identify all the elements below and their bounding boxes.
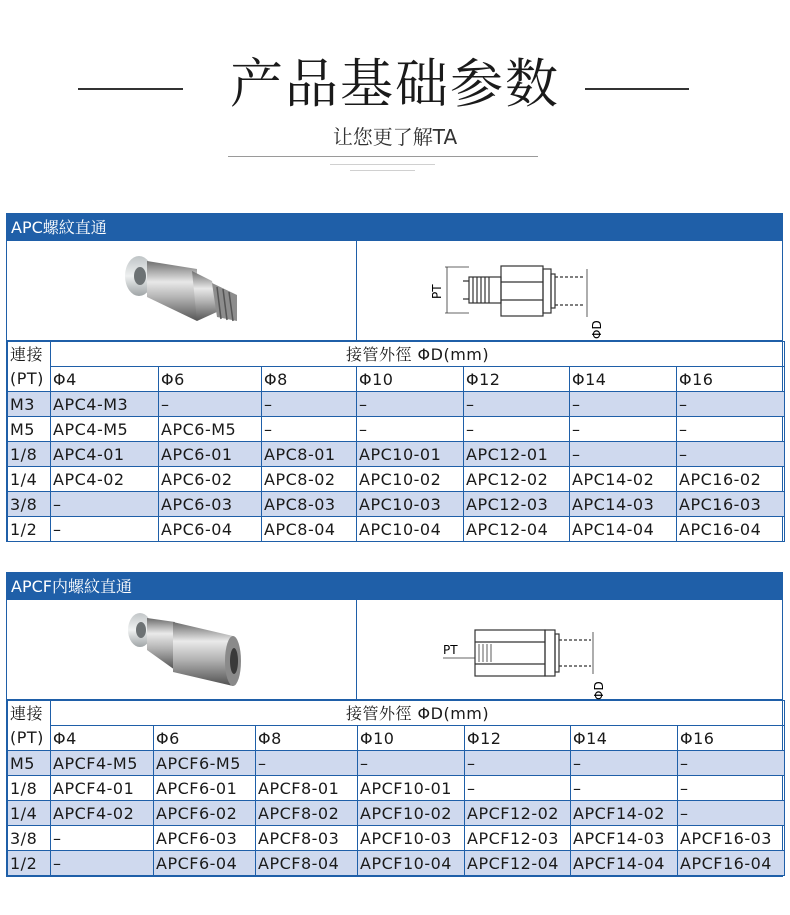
model-cell: APC12-01 — [464, 442, 570, 467]
column-header: Φ16 — [678, 726, 785, 751]
pt-size-cell: 1/8 — [8, 776, 51, 801]
model-cell: – — [571, 751, 678, 776]
model-cell: APCF10-01 — [358, 776, 465, 801]
model-cell: – — [256, 751, 358, 776]
model-cell: APC4-01 — [51, 442, 159, 467]
model-cell: – — [678, 776, 785, 801]
model-cell: APC16-04 — [677, 517, 785, 542]
model-cell: APCF10-02 — [358, 801, 465, 826]
model-cell: – — [357, 392, 464, 417]
male-fitting-drawing — [357, 241, 783, 341]
table-row — [8, 751, 785, 776]
model-cell: – — [678, 751, 785, 776]
model-cell: – — [678, 801, 785, 826]
table-row — [8, 801, 785, 826]
model-cell: APCF4-01 — [51, 776, 154, 801]
model-cell: – — [464, 417, 570, 442]
model-cell: – — [677, 417, 785, 442]
product-image-row — [7, 241, 782, 341]
model-cell: APC6-03 — [159, 492, 262, 517]
model-cell: APCF8-02 — [256, 801, 358, 826]
column-header: Φ6 — [159, 367, 262, 392]
column-header: Φ4 — [51, 367, 159, 392]
model-cell: – — [159, 392, 262, 417]
model-cell: APCF16-04 — [678, 851, 785, 876]
column-header: Φ8 — [256, 726, 358, 751]
dimension-drawing-cell — [357, 241, 783, 341]
model-cell: – — [262, 417, 357, 442]
model-cell: APC16-02 — [677, 467, 785, 492]
od-dimension-label: ΦD — [590, 320, 604, 339]
model-cell: APCF12-04 — [465, 851, 571, 876]
model-cell: – — [677, 442, 785, 467]
spec-table-apc — [7, 341, 785, 542]
column-header: Φ4 — [51, 726, 154, 751]
pt-size-cell: 1/4 — [8, 467, 51, 492]
decorative-rule — [330, 164, 435, 165]
table-row — [8, 442, 785, 467]
model-cell: APC12-02 — [464, 467, 570, 492]
dimension-drawing-cell — [357, 600, 783, 700]
pt-size-cell: 3/8 — [8, 826, 51, 851]
model-cell: – — [465, 751, 571, 776]
model-cell: APC6-M5 — [159, 417, 262, 442]
model-cell: APCF6-02 — [154, 801, 256, 826]
pt-size-cell: 3/8 — [8, 492, 51, 517]
model-cell: – — [677, 392, 785, 417]
table-row — [8, 851, 785, 876]
column-header: Φ16 — [677, 367, 785, 392]
model-cell: APC10-02 — [357, 467, 464, 492]
model-cell: – — [51, 826, 154, 851]
model-cell: APCF10-03 — [358, 826, 465, 851]
model-cell: – — [570, 392, 677, 417]
product-photo-cell — [7, 241, 357, 341]
model-cell: APC6-02 — [159, 467, 262, 492]
connection-label: 連接 — [8, 342, 51, 367]
pt-size-cell: 1/2 — [8, 851, 51, 876]
model-cell: APC10-04 — [357, 517, 464, 542]
pt-size-cell: 1/4 — [8, 801, 51, 826]
product-image-row — [7, 600, 782, 700]
model-cell: – — [262, 392, 357, 417]
table-row — [8, 392, 785, 417]
section-header: APCF内螺紋直通 — [7, 573, 782, 600]
model-cell: APCF6-M5 — [154, 751, 256, 776]
male-fitting-photo — [7, 241, 357, 341]
tube-od-header: 接管外徑 ΦD(mm) — [51, 342, 785, 367]
model-cell: APC8-04 — [262, 517, 357, 542]
model-cell: APC6-01 — [159, 442, 262, 467]
decorative-rule — [350, 170, 415, 171]
model-cell: APC12-04 — [464, 517, 570, 542]
model-cell: APC16-03 — [677, 492, 785, 517]
model-cell: APC10-03 — [357, 492, 464, 517]
model-cell: APC4-M5 — [51, 417, 159, 442]
model-cell: APCF8-04 — [256, 851, 358, 876]
column-header: Φ6 — [154, 726, 256, 751]
pt-size-cell: M3 — [8, 392, 51, 417]
model-cell: – — [464, 392, 570, 417]
model-cell: – — [357, 417, 464, 442]
pt-label: (PT) — [8, 726, 51, 751]
model-cell: APCF10-04 — [358, 851, 465, 876]
column-header: Φ8 — [262, 367, 357, 392]
pt-size-cell: M5 — [8, 751, 51, 776]
model-cell: – — [570, 442, 677, 467]
connection-label: 連接 — [8, 701, 51, 726]
model-cell: – — [51, 851, 154, 876]
model-cell: APC10-01 — [357, 442, 464, 467]
model-cell: APCF12-02 — [465, 801, 571, 826]
product-photo-cell — [7, 600, 357, 700]
column-header: Φ12 — [464, 367, 570, 392]
tube-od-header: 接管外徑 ΦD(mm) — [51, 701, 785, 726]
pt-label: (PT) — [8, 367, 51, 392]
model-cell: APC14-03 — [570, 492, 677, 517]
pt-size-cell: M5 — [8, 417, 51, 442]
subtitle-underline — [228, 156, 538, 157]
model-cell: APC14-04 — [570, 517, 677, 542]
od-dimension-label: ΦD — [592, 681, 606, 700]
model-cell: – — [358, 751, 465, 776]
model-cell: APC8-02 — [262, 467, 357, 492]
page-title: 产品基础参数 — [230, 54, 560, 115]
column-header: Φ10 — [358, 726, 465, 751]
model-cell: APCF14-03 — [571, 826, 678, 851]
model-cell: – — [465, 776, 571, 801]
title-divider-right — [585, 88, 689, 90]
model-cell: – — [51, 492, 159, 517]
female-fitting-photo — [7, 600, 357, 700]
model-cell: APC8-03 — [262, 492, 357, 517]
column-header: Φ10 — [357, 367, 464, 392]
model-cell: APCF14-02 — [571, 801, 678, 826]
female-fitting-drawing — [357, 600, 783, 700]
model-cell: APCF4-M5 — [51, 751, 154, 776]
pt-dimension-label: PT — [430, 284, 444, 299]
model-cell: APC12-03 — [464, 492, 570, 517]
table-row — [8, 417, 785, 442]
model-cell: APCF4-02 — [51, 801, 154, 826]
spec-table-apcf — [7, 700, 785, 876]
model-cell: APCF6-01 — [154, 776, 256, 801]
model-cell: – — [51, 517, 159, 542]
spec-section-apcf — [6, 572, 783, 877]
model-cell: APC4-M3 — [51, 392, 159, 417]
section-header: APC螺紋直通 — [7, 214, 782, 241]
hero-banner — [0, 0, 790, 190]
table-row — [8, 492, 785, 517]
spec-section-apc — [6, 213, 783, 542]
model-cell: – — [570, 417, 677, 442]
model-cell: APC4-02 — [51, 467, 159, 492]
page-subtitle: 让您更了解TA — [332, 125, 458, 149]
model-cell: APC8-01 — [262, 442, 357, 467]
model-cell: – — [571, 776, 678, 801]
table-row — [8, 826, 785, 851]
model-cell: APCF16-03 — [678, 826, 785, 851]
model-cell: APCF8-01 — [256, 776, 358, 801]
model-cell: APCF14-04 — [571, 851, 678, 876]
table-row — [8, 776, 785, 801]
pt-size-cell: 1/8 — [8, 442, 51, 467]
pt-dimension-label: PT — [443, 643, 458, 657]
model-cell: APCF6-04 — [154, 851, 256, 876]
model-cell: APCF8-03 — [256, 826, 358, 851]
model-cell: APC14-02 — [570, 467, 677, 492]
column-header: Φ12 — [465, 726, 571, 751]
table-row — [8, 467, 785, 492]
column-header: Φ14 — [571, 726, 678, 751]
column-header: Φ14 — [570, 367, 677, 392]
model-cell: APC6-04 — [159, 517, 262, 542]
model-cell: APCF6-03 — [154, 826, 256, 851]
pt-size-cell: 1/2 — [8, 517, 51, 542]
table-row — [8, 517, 785, 542]
model-cell: APCF12-03 — [465, 826, 571, 851]
